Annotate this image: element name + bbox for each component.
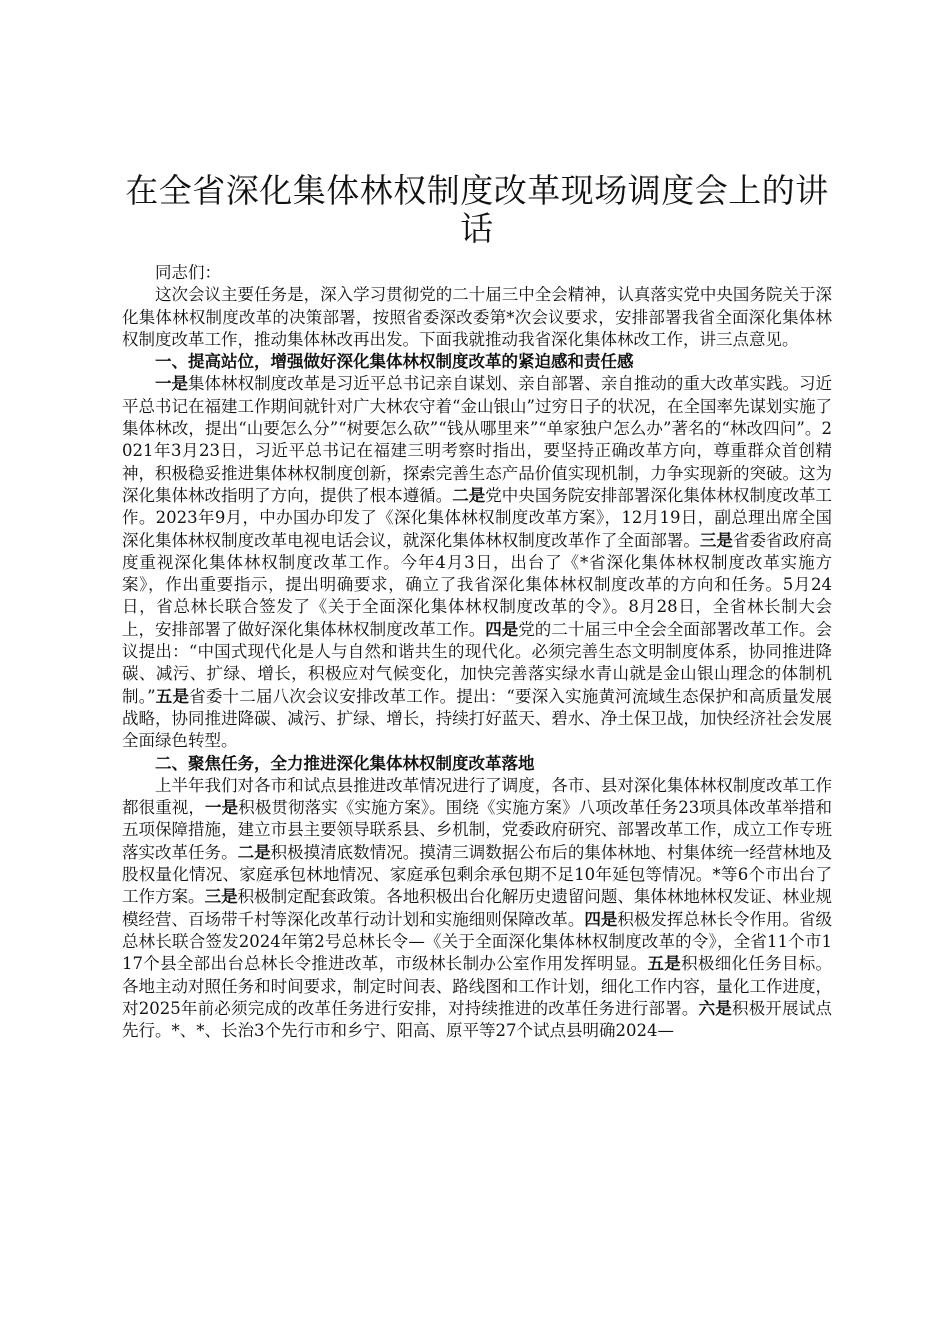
- point-text: 集体林权制度改革是习近平总书记亲自谋划、亲自部署、亲自推动的重大改革实践。习近平总书记在福建工作期间就针对广大林农守着“金山银山”过穷日子的状况，在全国率先谋划实施了集体林改，提出“山要怎么分”“树要怎么砍”“钱从哪里来”“单家独户怎么办”著名的“林改四问”。2021年3月23日，习近平总书记在福建三明考察时指出，要坚持正确改革方向，尊重群众首创精神，积极稳妥推进集体林权制度创新，探索完善生态产品价值实现机制，力争实现新的突破。这为深化集体林改指明了方向，提供了根本遵循。: [122, 374, 833, 505]
- section-1-paragraph: [122, 373, 832, 752]
- point-text: 积极发挥总林长令作用。省级总林长联合签发2024年第2号总林长令—《关于全面深化集体林权制度改革的令》，全省11个市117个县全部出台总林长令推进改革，市级林长制办公室作用发挥明显。: [122, 909, 833, 974]
- point-lead: 二是: [452, 485, 486, 505]
- point-lead: 一是: [205, 798, 239, 818]
- section-2-paragraph: [122, 775, 832, 1043]
- point-lead: 三是: [699, 530, 733, 550]
- paragraph-text: 上半年我们对各市和试点县推进改革情况进行了调度，各市、县对深化集体林权制度改革工作都很重视，: [122, 775, 832, 818]
- point-lead: 三是: [204, 887, 238, 907]
- point-lead: 五是: [155, 686, 190, 706]
- point-text: 省委十二届八次会议安排改革工作。提出：“要深入实施黄河流域生态保护和高质量发展战略，协同推进降碳、减污、扩绿、增长，持续打好蓝天、碧水、净土保卫战，加快经济社会发展全面绿色转型。: [122, 686, 833, 751]
- point-lead: 二是: [237, 842, 271, 862]
- salutation: 同志们：: [155, 263, 221, 282]
- point-text: 党的二十届三中全会全面部署改革工作。会议提出：“中国式现代化是人与自然和谐共生的现代化。必须完善生态文明制度体系，协同推进降碳、减污、扩绿、增长，积极应对气候变化，加快完善落实绿水青山就是金山银山理念的体制机制。”: [122, 619, 833, 706]
- section-2-heading: 二、聚焦任务，全力推进深化集体林权制度改革落地: [155, 753, 535, 773]
- point-text: 积极细化任务目标。各地主动对照任务和时间要求，制定时间表、路线图和工作计划，细化工作内容，量化工作进度，对2025年前必须完成的改革任务进行安排，对持续推进的改革任务进行部署。: [122, 954, 833, 1018]
- point-text: 省委省政府高度重视深化集体林权制度改革工作。今年4月3日，出台了《*省深化集体林权制度改革实施方案》，作出重要指示，提出明确要求，确立了我省深化集体林权制度改革的方向和任务。5月24日，省总林长联合签发了《关于全面深化集体林权制度改革的令》。8月28日，全省林长制大会上，安排部署了做好深化集体林权制度改革工作。: [122, 530, 833, 639]
- document-page: [122, 172, 832, 1042]
- point-text: 积极摸清底数情况。摸清三调数据公布后的集体林地、村集体统一经营林地及股权量化情况、家庭承包林地情况、家庭承包剩余承包期不足10年延包等情况。*等6个市出台了工作方案。: [122, 842, 833, 907]
- point-text: 积极开展试点先行。*、*、长治3个先行市和乡宁、阳高、原平等27个试点县明确2024—: [122, 998, 833, 1041]
- intro-paragraph: 这次会议主要任务是，深入学习贯彻党的二十届三中全会精神，认真落实党中央国务院关于深化集体林权制度改革的决策部署，按照省委深改委第*次会议要求，安排部署我省全面深化集体林权制度改革工作，推动集体林改再出发。下面我就推动我省深化集体林改工作，讲三点意见。: [122, 285, 832, 349]
- point-text: 党中央国务院安排部署深化集体林权制度改革工作。2023年9月，中办国办印发了《深化集体林权制度改革方案》，12月19日，副总理出席全国深化集体林权制度改革电视电话会议，就深化集体林权制度改革作了全面部署。: [122, 485, 833, 550]
- point-text: 积极贯彻落实《实施方案》。围绕《实施方案》八项改革任务23项具体改革举措和五项保障措施，建立市县主要领导联系县、乡机制，党委政府研究、部署改革工作，成立工作专班落实改革任务。: [122, 798, 833, 862]
- document-title: 在全省深化集体林权制度改革现场调度会上的讲话: [125, 171, 829, 248]
- point-lead: 五是: [647, 954, 682, 974]
- point-lead: 六是: [698, 998, 732, 1018]
- section-1-heading: 一、提高站位，增强做好深化集体林权制度改革的紧迫感和责任感: [155, 352, 634, 372]
- point-text: 积极制定配套政策。各地积极出台化解历史遗留问题、集体林地林权发证、林业规模经营、百场带千村等深化改革行动计划和实施细则保障改革。: [122, 887, 833, 929]
- point-lead: 四是: [485, 619, 519, 639]
- point-lead: 一是: [155, 374, 189, 394]
- point-lead: 四是: [584, 909, 618, 929]
